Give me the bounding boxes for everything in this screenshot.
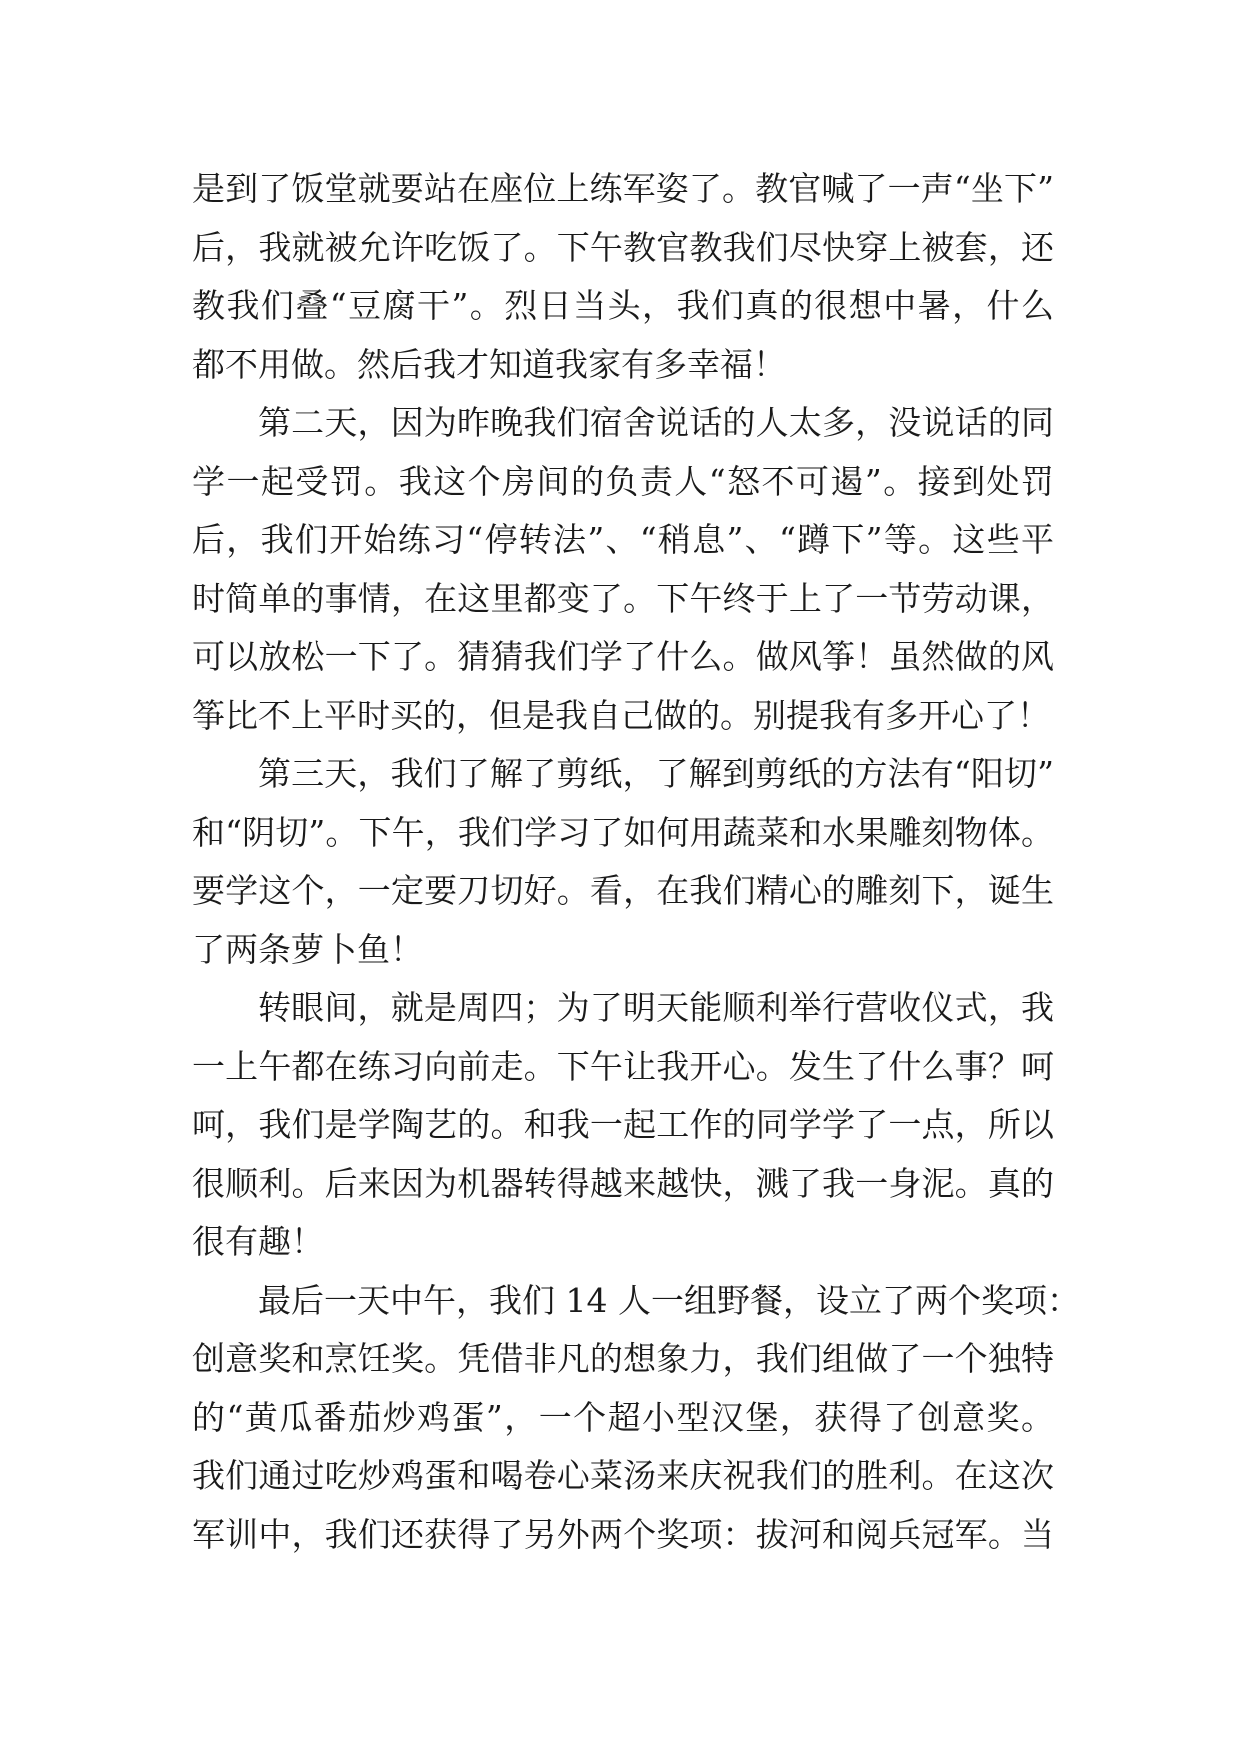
text-line: 要学这个，一定要刀切好。看，在我们精心的雕刻下，诞生 [192,871,1054,910]
text-line: 后，我就被允许吃饭了。下午教官教我们尽快穿上被套，还 [192,227,1054,267]
text-line: 都不用做。然后我才知道我家有多幸福！ [192,344,786,384]
text-line: 学一起受罚。我这个房间的负责人“怒不可遏”。接到处罚 [192,461,1054,501]
text-line: 和“阴切”。下午，我们学习了如何用蔬菜和水果雕刻物体。 [192,812,1054,852]
essay-body [192,160,1080,1564]
text-line: 后，我们开始练习“停转法”、“稍息”、“蹲下”等。这些平 [192,520,1054,559]
text-line: 可以放松一下了。猜猜我们学了什么。做风筝！虽然做的风 [192,637,1054,676]
text-line: 很有趣！ [192,1222,324,1261]
text-line: 很顺利。后来因为机器转得越来越快，溅了我一身泥。真的 [192,1163,1054,1203]
text-line: 是到了饭堂就要站在座位上练军姿了。教官喊了一声“坐下” [192,169,1054,208]
text-line: 一上午都在练习向前走。下午让我开心。发生了什么事？呵 [192,1046,1054,1086]
paragraph-first-line: 转眼间，就是周四；为了明天能顺利举行营收仪式，我 [258,988,1054,1027]
text-line: 呵，我们是学陶艺的。和我一起工作的同学学了一点，所以 [192,1105,1054,1144]
text-line: 军训中，我们还获得了另外两个奖项：拔河和阅兵冠军。当 [192,1514,1054,1554]
paragraph-first-line: 第二天，因为昨晚我们宿舍说话的人太多，没说话的同 [258,403,1054,442]
text-line: 创意奖和烹饪奖。凭借非凡的想象力，我们组做了一个独特 [192,1339,1054,1378]
paragraph-first-line: 第三天，我们了解了剪纸，了解到剪纸的方法有“阳切” [258,754,1054,793]
text-line: 的“黄瓜番茄炒鸡蛋”，一个超小型汉堡，获得了创意奖。 [192,1397,1054,1437]
text-line: 时简单的事情，在这里都变了。下午终于上了一节劳动课， [192,578,1054,618]
paragraph-first-line: 最后一天中午，我们 14 人一组野餐，设立了两个奖项： [258,1280,1080,1320]
text-line: 筝比不上平时买的，但是我自己做的。别提我有多开心了！ [192,695,1050,735]
text-line: 了两条萝卜鱼！ [192,929,423,969]
text-line: 教我们叠“豆腐干”。烈日当头，我们真的很想中暑，什么 [192,286,1054,325]
text-line: 我们通过吃炒鸡蛋和喝卷心菜汤来庆祝我们的胜利。在这次 [192,1456,1054,1495]
